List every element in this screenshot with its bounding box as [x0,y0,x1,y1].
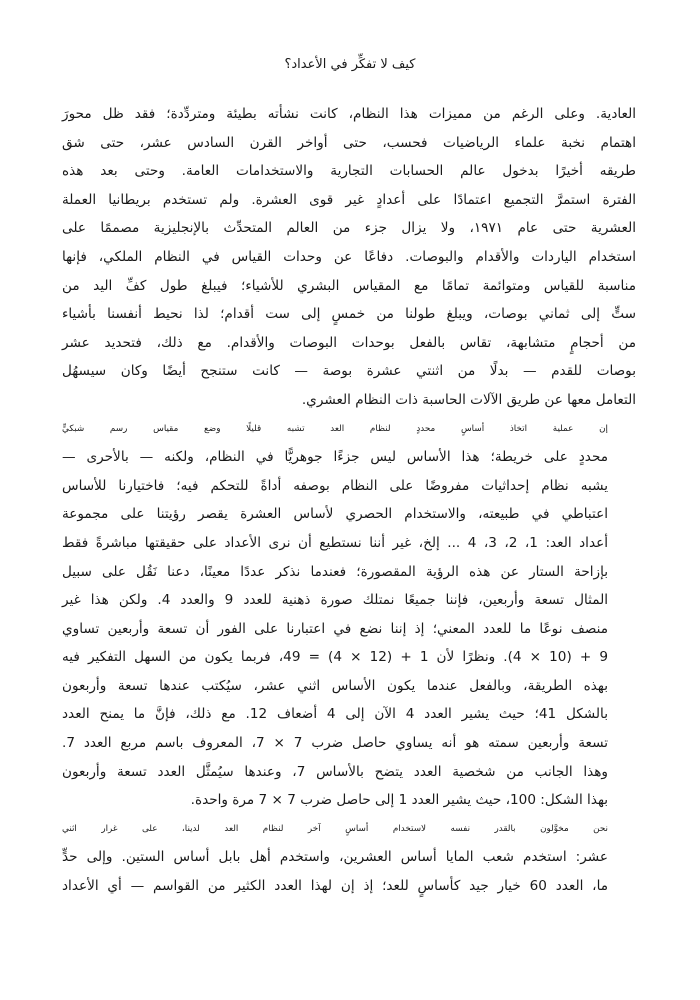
text-line: أعداد العد: 1، 2، 3، 4 ... إلخ، غير أننا نستطيع أن نرى الأعداد على حقيقتها مباشرةً فقط [62,534,608,551]
text-line: استخدام الياردات والأقدام والبوصات. دفاعًا عن وحدات القياس في النظام الملكي، فإنها [62,248,636,265]
text-line: العشرية حتى عام ١٩٧١، ولا يزال جزء من العالم المتحدِّث بالإنجليزية مصممًا على [62,220,636,237]
text-line: مناسبة للقياس ومتوائمة تمامًا مع المقياس البشري للأشياء؛ فيبلغ طول كفِّ اليد من [62,277,636,294]
text-line: المثال تسعة وأربعين، فإننا جميعًا نمتلك صورة ذهنية للعدد 9 والعدد 4. ولكن هذا غير [62,592,608,609]
paragraph [62,100,636,415]
text-line: اهتمام نخبة علماء الرياضيات فحسب، حتى أواخر القرن السادس عشر، حتى شق [62,134,636,151]
text-line: العادية. وعلى الرغم من مميزات هذا النظام، كانت نشأته بطيئة ومتردِّدة؛ فقد ظل محورَ [62,106,636,122]
text-line: بإزاحة الستار عن هذه الرؤية المقصورة؛ فعندما نذكر عددًا معينًا، دعنا نَقُل على سبيل [62,563,608,580]
text-line: إن عملية اتخاذ أساسٍ محددٍ لنظام العد تشبه قليلًا وضع مقياس رسم شبكيٍّ [62,423,608,434]
body-text [62,100,636,901]
text-line: محددٍ على خريطة؛ هذا الأساس ليس جزءًا جوهريًّا في النظام، ولكنه — بالأحرى — [62,449,608,466]
text-line: يشبه نظام إحداثيات مفروضًا على النظام بوصفه أداةً للتحكم فيه؛ فاختيارنا للأساس [62,477,608,494]
text-line: اعتباطي في طبيعته، والاستخدام الحصري لأساس العشرة يقصر رؤيتنا على مجموعة [62,506,608,523]
text-line: منصف نوعًا ما للعدد المعني؛ إذ إننا نضع في اعتبارنا على الفور أن تسعة وأربعين تساوي [62,620,608,637]
paragraph [62,815,636,901]
text-line: ستٍّ إلى ثماني بوصات، ويبلغ طولنا من خمسٍ إلى ست أقدام؛ لذا نحيط أنفسنا بأشياء [62,306,636,323]
text-line: عشر: استخدم شعب المايا أساس العشرين، واستخدم أهل بابل أساس الستين. وإلى حدٍّ [62,849,608,866]
text-line: طريقه أخيرًا بدخول عالم الحسابات التجارية والاستخدامات العامة. وحتى بعد هذه [62,163,636,180]
text-line: ما، العدد 60 خيار جيد كأساسٍ للعد؛ إذ إن لهذا العدد الكثير من القواسم — أي الأعداد [62,878,608,895]
text-line: وهذا الجانب من شخصية العدد يتضح بالأساس 7، وعندها سيُمثَّل العدد تسعة وأربعون [62,763,608,780]
text-line: تسعة وأربعين سمته هو أنه يساوي حاصل ضرب 7 × 7، المعروف باسم مربع العدد 7. [62,735,608,752]
running-header: كيف لا تفكِّر في الأعداد؟ [284,57,416,72]
text-line: بوصات للقدم — بدلًا من اثنتي عشرة بوصة — كانت ستنجح أيضًا وكان سيسهُل [62,363,636,380]
text-line: بهذا الشكل: 100، حيث يشير العدد 1 إلى حاصل ضرب 7 × 7 مرة واحدة. [190,792,608,809]
text-line: 9 + (10 × 4). ونظرًا لأن 1 + (12 × 4) = 49، فربما يكون من السهل التفكير فيه [62,649,608,666]
text-line: بهذه الطريقة، وبالفعل عندما يكون الأساس اثني عشر، سيُكتب عندها تسعة وأربعون [62,677,608,694]
text-line: نحن مخوَّلون بالقدر نفسه لاستخدام أساسٍ آخر لنظام العد لدينا، على غرار اثني [62,823,608,834]
paragraph [62,415,636,815]
text-line: بالشكل 41؛ حيث يشير العدد 4 الآن إلى 4 أضعاف 12. مع ذلك، فإنَّ ما يمنح العدد [62,706,608,723]
text-line: الفترة استمرَّ التجميع اعتمادًا على أعدادٍ غير قوى العشرة. ولم تستخدم بريطانيا العملة [62,191,636,208]
text-line: التعامل معها عن طريق الآلات الحاسبة ذات النظام العشري. [301,391,636,408]
text-line: من أحجامٍ متشابهة، تقاس بالفعل بوحدات البوصات والأقدام. مع ذلك، فتحديد عشر [62,334,636,351]
